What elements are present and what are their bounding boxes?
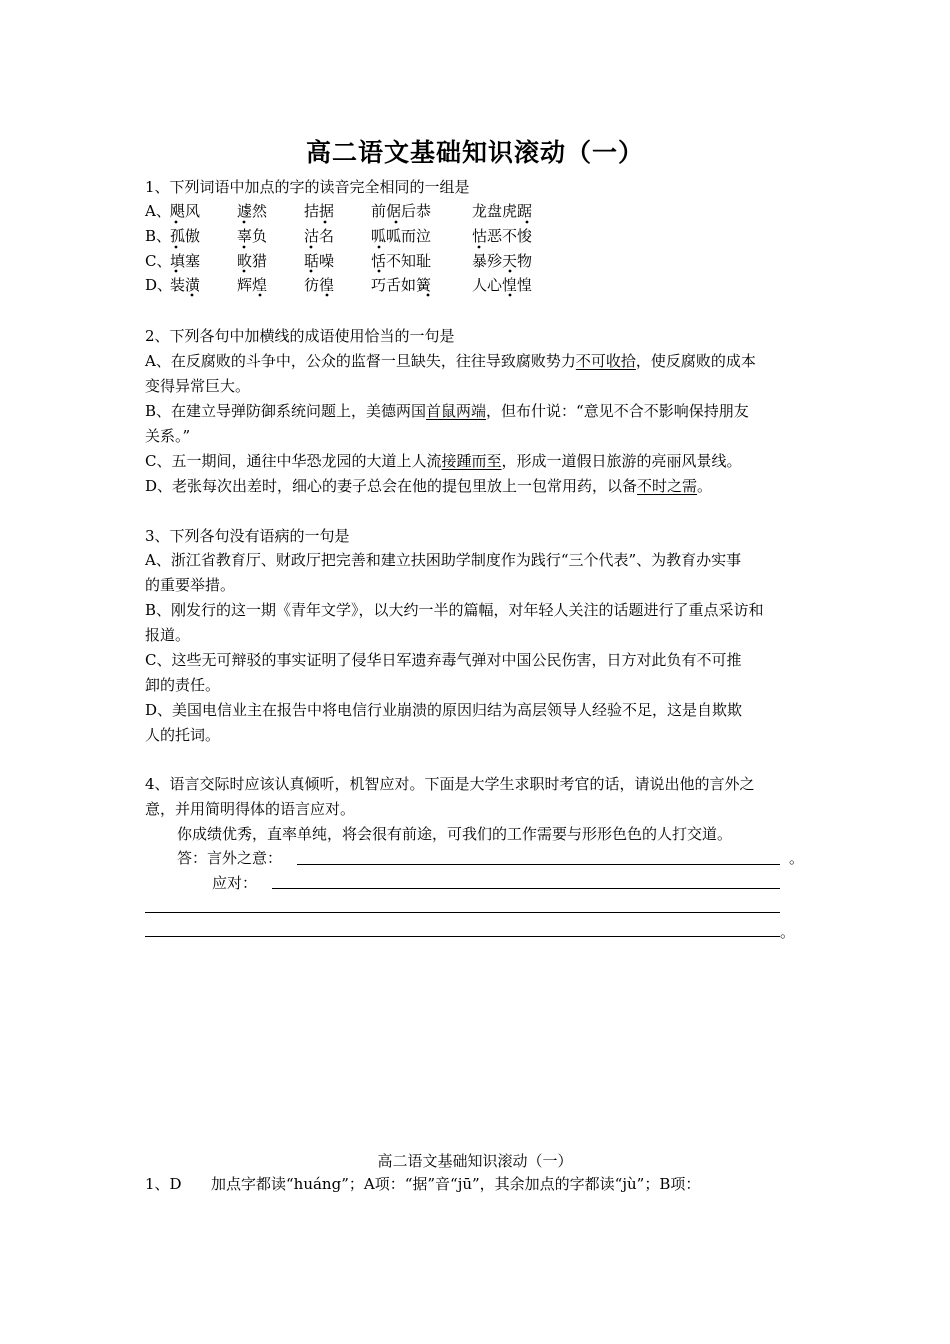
- emphasis-dot: [243, 221, 246, 224]
- page-title: 高二语文基础知识滚动（一）: [305, 138, 644, 167]
- emphasis-dot: [478, 246, 481, 249]
- emphasis-dot: [243, 246, 246, 249]
- q2-option-c: C、五一期间，通往中华恐龙园的大道上人流接踵而至，形成一道假日旅游的亮丽风景线。: [145, 452, 742, 470]
- word: 龙盘虎踞: [472, 202, 533, 220]
- word: 巧舌如簧: [371, 276, 432, 294]
- answer-key-title: 高二语文基础知识滚动（一）: [377, 1152, 573, 1170]
- q3-option-d: D、美国电信业主在报告中将电信行业崩溃的原因归结为高层领导人经验不足，这是自欺欺: [145, 701, 743, 719]
- word: 遽然: [237, 202, 268, 220]
- word: 飓风: [170, 202, 201, 220]
- q4-stem: 4、语言交际时应该认真倾听，机智应对。下面是大学生求职时考官的话，请说出他的言外之: [145, 775, 755, 793]
- word: 畋猎: [237, 252, 268, 270]
- emphasis-dot: [378, 246, 381, 249]
- reply-blank-3[interactable]: [145, 936, 780, 937]
- q3-option-c-cont: 卸的责任。: [145, 676, 221, 694]
- emphasis-dot: [526, 221, 529, 224]
- word: 填塞: [170, 252, 201, 270]
- q2-option-a-cont: 变得异常巨大。: [145, 377, 251, 395]
- word: 聒噪: [304, 252, 335, 270]
- option-label: C、: [145, 252, 172, 270]
- emphasis-dot: [175, 246, 178, 249]
- end-period: 。: [789, 849, 805, 867]
- underlined-idiom: 不可收拾: [575, 352, 636, 370]
- word: 恬不知耻: [371, 252, 432, 270]
- word: 沽名: [304, 227, 335, 245]
- underlined-idiom: 接踵而至: [441, 452, 502, 470]
- q3-option-b: B、刚发行的这一期《青年文学》，以大约一半的篇幅，对年轻人关注的话题进行了重点采访和: [145, 601, 764, 619]
- q4-quote: 你成绩优秀，直率单纯，将会很有前途，可我们的工作需要与形形色色的人打交道。: [177, 825, 733, 843]
- word: 辉煌: [237, 276, 268, 294]
- word: 孤傲: [170, 227, 201, 245]
- q3-option-a: A、浙江省教育厅、财政厅把完善和建立扶困助学制度作为践行“三个代表”、为教育办实事: [145, 551, 742, 569]
- underlined-idiom: 首鼠两端: [426, 402, 487, 420]
- emphasis-dot: [175, 221, 178, 224]
- reply-label: 应对：: [212, 874, 258, 892]
- q2-option-a: A、在反腐败的斗争中，公众的监督一旦缺失，往往导致腐败势力不可收拾，使反腐败的成本: [145, 352, 756, 370]
- reply-blank-2[interactable]: [145, 912, 780, 913]
- end-period: 。: [780, 923, 796, 941]
- option-label: B、: [145, 227, 172, 245]
- q3-stem: 3、下列各句没有语病的一句是: [145, 527, 350, 545]
- q3-option-d-cont: 人的托词。: [145, 726, 221, 744]
- option-label: A、: [145, 202, 171, 220]
- word: 暴殄天物: [472, 252, 533, 270]
- q4-stem-cont: 意，并用简明得体的语言应对。: [145, 800, 356, 818]
- word: 装潢: [170, 276, 201, 294]
- word: 呱呱而泣: [371, 227, 432, 245]
- answer-blank-implied[interactable]: [297, 864, 780, 865]
- word: 拮据: [304, 202, 335, 220]
- q2-option-b: B、在建立导弹防御系统问题上，美德两国首鼠两端，但布什说：“意见不合不影响保持朋友: [145, 402, 749, 420]
- q2-option-d: D、老张每次出差时，细心的妻子总会在他的提包里放上一包常用药，以备不时之需。: [145, 477, 713, 495]
- q3-option-a-cont: 的重要举措。: [145, 576, 236, 594]
- answer-1-text: 加点字都读“huáng”；A项：“据”音“jū”，其余加点的字都读“jù”；B项：: [211, 1175, 701, 1193]
- word: 怙恶不悛: [472, 227, 533, 245]
- q1-stem: 1、下列词语中加点的字的读音完全相同的一组是: [145, 178, 470, 196]
- word: 辜负: [237, 227, 268, 245]
- word: 人心惶惶: [472, 276, 533, 294]
- option-label: D、: [145, 276, 173, 294]
- underlined-idiom: 不时之需: [637, 477, 698, 495]
- answer-1-number: 1、D: [145, 1175, 182, 1193]
- word: 前倨后恭: [371, 202, 432, 220]
- emphasis-dot: [310, 246, 313, 249]
- emphasis-dot: [324, 221, 327, 224]
- word: 彷徨: [304, 276, 335, 294]
- q3-option-b-cont: 报道。: [145, 626, 191, 644]
- q2-option-b-cont: 关系。”: [145, 427, 191, 445]
- reply-blank-1[interactable]: [272, 888, 780, 889]
- answer-label: 答：言外之意：: [177, 849, 283, 867]
- emphasis-dot: [395, 221, 398, 224]
- q2-stem: 2、下列各句中加横线的成语使用恰当的一句是: [145, 327, 455, 345]
- q3-option-c: C、这些无可辩驳的事实证明了侵华日军遗弃毒气弹对中国公民伤害，日方对此负有不可推: [145, 651, 742, 669]
